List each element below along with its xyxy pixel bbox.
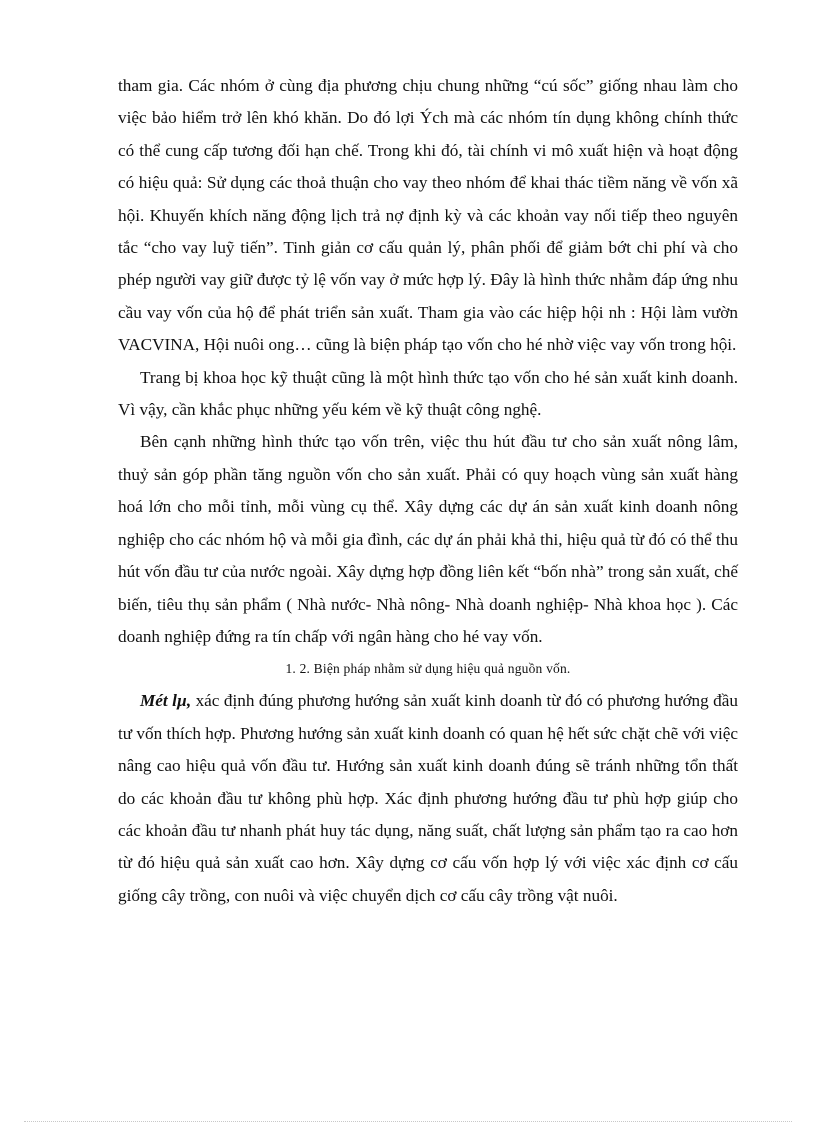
paragraph-investment: Bên cạnh những hình thức tạo vốn trên, việc thu hút đầu tư cho sản xuất nông lâm, thuỷ sản góp phần tăng nguồn vốn cho sản xuất. Phải có quy hoạch vùng sản xuất hàng hoá lớn cho mỗi tỉnh, mỗi vùng cụ thể. Xây dựng các dự án sản xuất kinh doanh nông nghiệp cho các nhóm hộ và mỗi gia đình, các dự án phải khả thi, hiệu quả từ đó có thể thu hút vốn đầu tư của nước ngoài. Xây dựng hợp đồng liên kết “bốn nhà” trong sản xuất, chế biến, tiêu thụ sản phẩm ( Nhà nước- Nhà nông- Nhà doanh nghiệp- Nhà khoa học ). Các doanh nghiệp đứng ra tín chấp với ngân hàng cho hé vay vốn.	[118, 432, 738, 646]
paragraph-continuation: tham gia. Các nhóm ở cùng địa phương chịu chung những “cú sốc” giống nhau làm cho việc bảo hiểm trở lên khó khăn. Do đó lợi Ých mà các nhóm tín dụng không chính thức có thể cung cấp tương đối hạn chế. Trong khi đó, tài chính vi mô xuất hiện và hoạt động có hiệu quả: Sử dụng các thoả thuận cho vay theo nhóm để khai thác tiềm năng về vốn xã hội. Khuyến khích năng động lịch trả nợ định kỳ và các khoản vay nối tiếp theo nguyên tắc “cho vay luỹ tiến”. Tinh giản cơ cấu quản lý, phân phối để giảm bớt chi phí và cho phép người vay giữ được tỷ lệ vốn vay ở mức hợp lý. Đây là hình thức nhằm đáp ứng nhu cầu vay vốn của hộ để phát triển sản xuất. Tham gia vào các hiệp hội nh : Hội làm vườn VACVINA, Hội nuôi ong… cũng là biện pháp tạo vốn cho hé nhờ việc vay vốn trong hội.	[118, 76, 738, 355]
section-heading: 1. 2. Biện pháp nhằm sử dụng hiệu quả nguồn vốn.	[285, 661, 571, 677]
paragraph-technology: Trang bị khoa học kỹ thuật cũng là một hình thức tạo vốn cho hé sản xuất kinh doanh. Vì vậy, cần khắc phục những yếu kém về kỹ thuật công nghệ.	[118, 367, 738, 420]
first-measure-text: xác định đúng phương hướng sản xuất kinh doanh từ đó có phương hướng đầu tư vốn thích hợp. Phương hướng sản xuất kinh doanh có quan hệ hết sức chặt chẽ với việc nâng cao hiệu quả vốn đầu tư. Hướng sản xuất kinh doanh đúng sẽ tránh những tổn thất do các khoản đầu tư không phù hợp. Xác định phương hướng đầu tư phù hợp giúp cho các khoản đầu tư nhanh phát huy tác dụng, năng suất, chất lượng sản phẩm tạo ra cao hơn từ đó hiệu quả sản xuất cao hơn. Xây dựng cơ cấu vốn hợp lý với việc xác định cơ cấu giống cây trồng, con nuôi và việc chuyển dịch cơ cấu cây trồng vật nuôi.	[118, 691, 738, 905]
page-bottom-divider	[24, 1121, 792, 1122]
lead-phrase: Mét lµ,	[140, 691, 192, 711]
document-body	[118, 70, 738, 912]
paragraph-first-measure	[118, 685, 738, 912]
